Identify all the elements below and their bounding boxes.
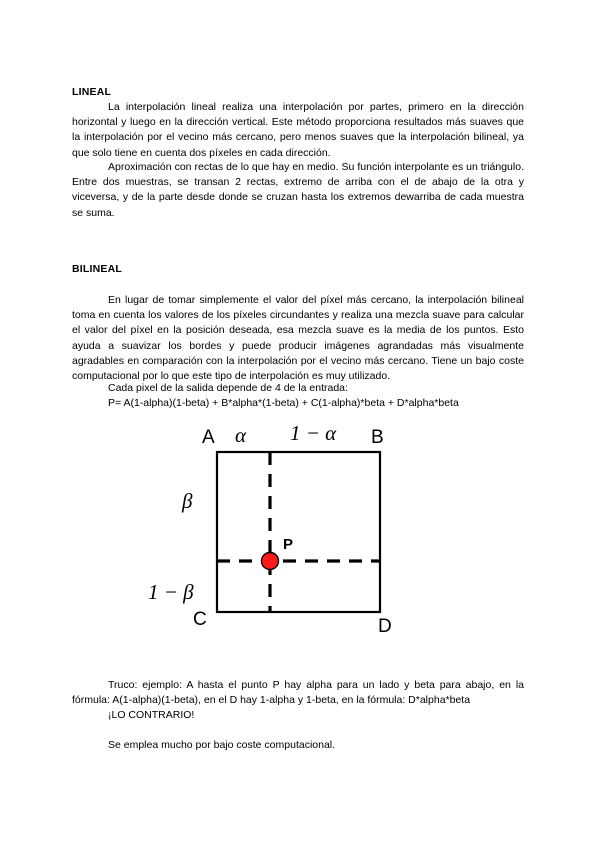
corner-d-label: D [378,616,392,637]
bilineal-dependency-line: Cada pixel de la salida depende de 4 de la entrada: [108,382,348,394]
alpha-label: α [235,423,247,447]
corner-b-label: B [371,427,384,448]
lineal-heading: LINEAL [72,86,112,98]
coste-line: Se emplea mucho por bajo coste computacional. [108,739,336,751]
beta-label: β [182,489,193,513]
corner-c-label: C [193,609,207,630]
one-minus-alpha-label: 1 − α [290,421,337,445]
point-p-marker [262,553,279,570]
bilineal-paragraph-1: En lugar de tomar simplemente el valor del píxel más cercano, la interpolación bilineal toma en cuenta los valores de los píxeles circundantes y realiza una mezcla suave para calcular el valor del píxel en la posición deseada, esa mezcla suave es la media de los puntos. Esto ayuda a suavizar los bordes y puede producir imágenes agrandadas más visualmente agradables en comparación con la interpolación por el vecino más cercano. Tiene un bajo coste computacional por lo que este tipo de interpolación es muy utilizado. [72,294,524,383]
lineal-paragraph-1: La interpolación lineal realiza una interpolación por partes, primero en la dirección horizontal y luego en la dirección vertical. Este método proporciona resultados más suaves que la interpolación por el vecino más cercano, pero menos suaves que la interpolación bilineal, ya que solo tiene en cuenta dos píxeles en cada dirección. [72,101,524,159]
one-minus-beta-label: 1 − β [148,580,194,604]
bilineal-heading: BILINEAL [72,263,123,275]
truco-paragraph: Truco: ejemplo: A hasta el punto P hay alpha para un lado y beta para abajo, en la fórmula: A(1-alpha)(1-beta), en el D hay 1-alpha y 1-beta, en la fórmula: D*alpha*beta [72,679,524,707]
lineal-paragraph-2: Aproximación con rectas de lo que hay en medio. Su función interpolante es un triángulo. Entre dos muestras, se transan 2 rectas, extremo de arriba con el de abajo de la otra y viceversa, y de la parte desde donde se cruzan hasta los extremos dewarriba de cada muestra se suma. [72,161,524,219]
point-p-label: P [283,536,294,553]
corner-a-label: A [202,427,215,448]
interpolation-square [217,452,380,612]
lo-contrario-line: ¡LO CONTRARIO! [108,709,195,721]
bilinear-diagram [140,418,410,640]
bilineal-formula: P= A(1-alpha)(1-beta) + B*alpha*(1-beta) + C(1-alpha)*beta + D*alpha*beta [108,397,459,409]
